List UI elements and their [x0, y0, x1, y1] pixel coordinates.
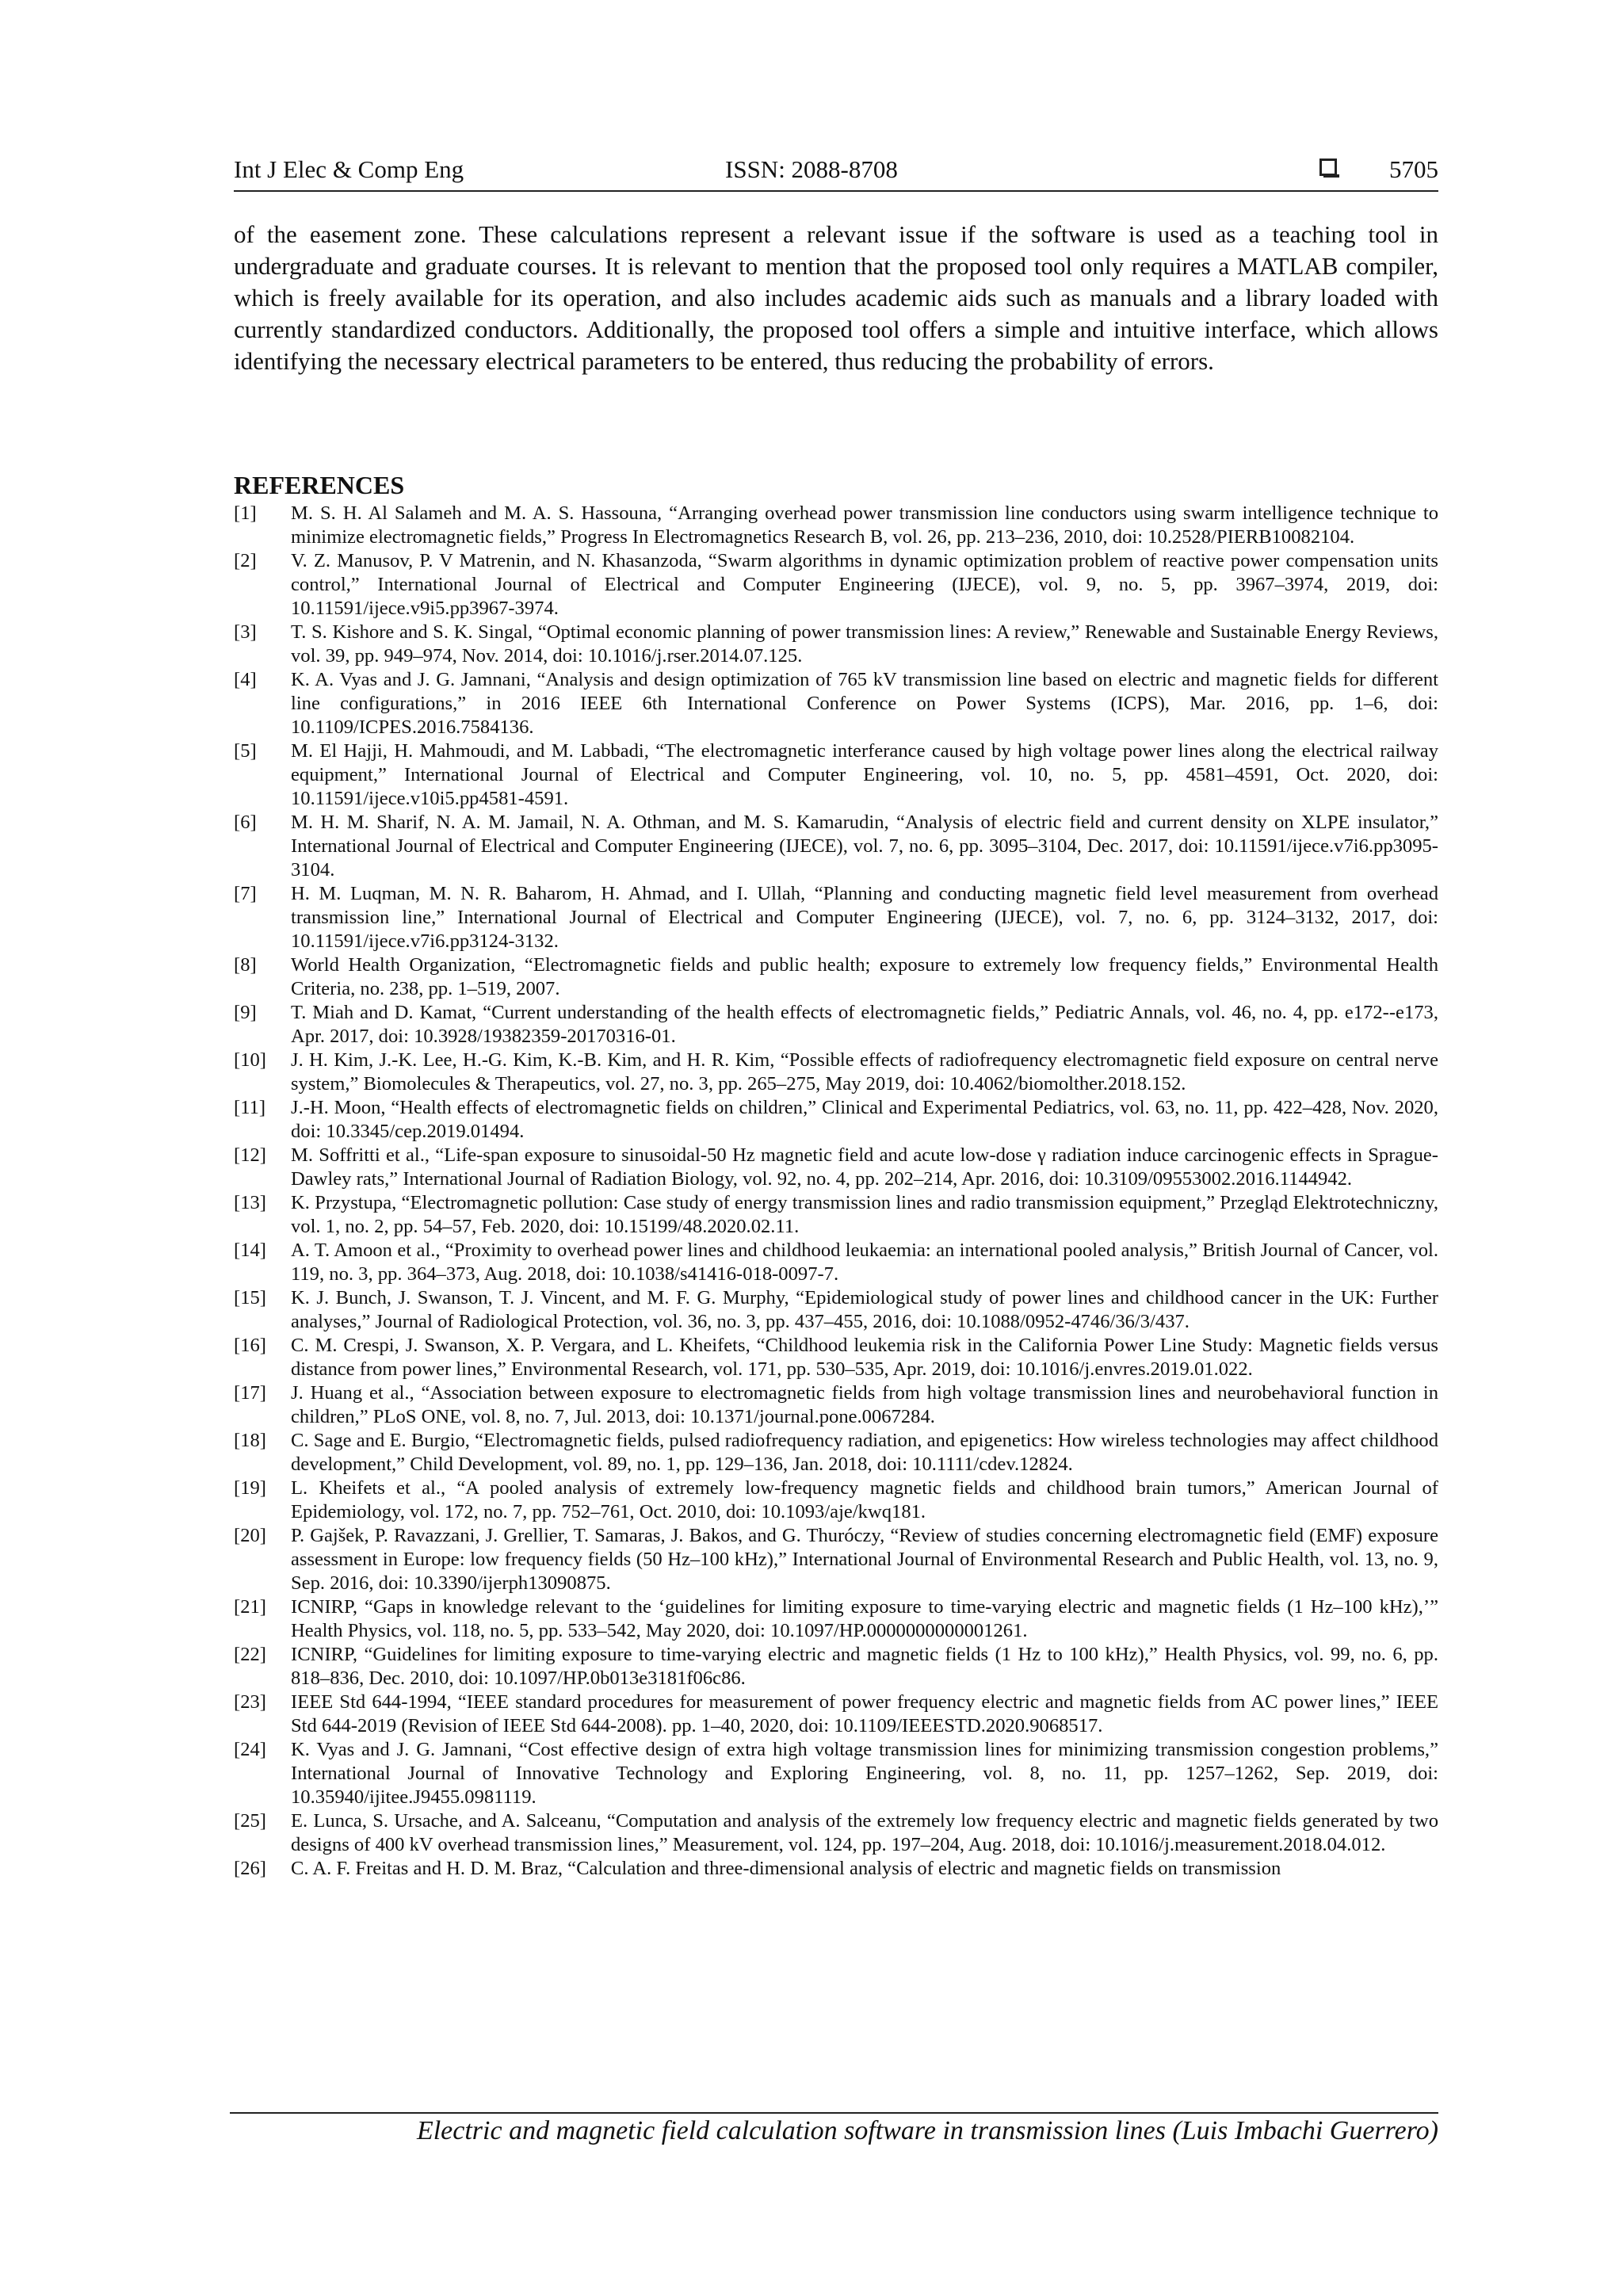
reference-text: P. Gajšek, P. Ravazzani, J. Grellier, T. Samaras, J. Bakos, and G. Thuróczy, “Review of studies concerning electromagnetic field (EMF) exposure assessment in Europe: low frequency fields (50 Hz–100 kHz),” International Journal of Environmental Research and Public Health, vol. 13, no. 9, Sep. 2016, doi: 10.3390/ijerph13090875. — [291, 1525, 1438, 1594]
reference-text: IEEE Std 644-1994, “IEEE standard procedures for measurement of power frequency electric and magnetic fields from AC power lines,” IEEE Std 644-2019 (Revision of IEEE Std 644-2008). pp. 1–40, 2020, doi: 10.1109/IEEESTD.2020.9068517. — [291, 1691, 1438, 1736]
reference-text: T. S. Kishore and S. K. Singal, “Optimal economic planning of power transmission lines: A review,” Renewable and Sustainable Energy Reviews, vol. 39, pp. 949–974, Nov. 2014, doi: 10.1016/j.rser.2014.07.125. — [291, 621, 1438, 667]
reference-text: World Health Organization, “Electromagnetic fields and public health; exposure to extremely low frequency fields,” Environmental Health Criteria, no. 238, pp. 1–519, 2007. — [291, 954, 1438, 999]
page-number: 5705 — [1389, 155, 1438, 183]
reference-text: T. Miah and D. Kamat, “Current understanding of the health effects of electromagnetic fields,” Pediatric Annals, vol. 46, no. 4, pp. e172--e173, Apr. 2017, doi: 10.3928/19382359-20170316-01. — [291, 1002, 1438, 1047]
reference-number: [18] — [234, 1430, 266, 1451]
reference-item — [234, 1191, 1438, 1239]
reference-item — [234, 811, 1438, 882]
reference-text: V. Z. Manusov, P. V Matrenin, and N. Khasanzoda, “Swarm algorithms in dynamic optimization problem of reactive power compensation units control,” International Journal of Electrical and Computer Engineering (IJECE), vol. 9, no. 5, pp. 3967–3974, 2019, doi: 10.11591/ijece.v9i5.pp3967-3974. — [291, 550, 1438, 619]
intro-paragraph: of the easement zone. These calculations represent a relevant issue if the software is used as a teaching tool in undergraduate and graduate courses. It is relevant to mention that the proposed tool only requires a MATLAB compiler, which is freely available for its operation, and also includes academic aids such as manuals and a library loaded with currently standardized conductors. Additionally, the proposed tool offers a simple and intuitive interface, which allows identifying the necessary electrical parameters to be entered, thus reducing the probability of errors. — [234, 220, 1438, 375]
reference-number: [19] — [234, 1477, 266, 1499]
reference-number: [24] — [234, 1739, 266, 1760]
reference-number: [6] — [234, 812, 257, 833]
reference-number: [21] — [234, 1596, 266, 1618]
reference-text: K. Przystupa, “Electromagnetic pollution: Case study of energy transmission lines and radio transmission equipment,” Przegląd Elektrotechniczny, vol. 1, no. 2, pp. 54–57, Feb. 2020, doi: 10.15199/48.2020.02.11. — [291, 1192, 1438, 1237]
reference-item — [234, 621, 1438, 668]
reference-text: L. Kheifets et al., “A pooled analysis of extremely low-frequency magnetic fields and childhood brain tumors,” American Journal of Epidemiology, vol. 172, no. 7, pp. 752–761, Oct. 2010, doi: 10.1093/aje/kwq181. — [291, 1477, 1438, 1522]
reference-item — [234, 953, 1438, 1001]
reference-text: ICNIRP, “Guidelines for limiting exposure to time-varying electric and magnetic fields (1 Hz to 100 kHz),” Health Physics, vol. 99, no. 6, pp. 818–836, Dec. 2010, doi: 10.1097/HP.0b013e3181f06c86. — [291, 1644, 1438, 1689]
reference-number: [11] — [234, 1097, 266, 1118]
reference-number: [15] — [234, 1287, 266, 1308]
reference-item — [234, 1477, 1438, 1524]
reference-number: [23] — [234, 1691, 266, 1713]
reference-text: E. Lunca, S. Ursache, and A. Salceanu, “Computation and analysis of the extremely low frequency electric and magnetic fields generated by two designs of 400 kV overhead transmission lines,” Measurement, vol. 124, pp. 197–204, Aug. 2018, doi: 10.1016/j.measurement.2018.04.012. — [291, 1810, 1438, 1855]
reference-number: [9] — [234, 1002, 257, 1023]
reference-item — [234, 1857, 1438, 1881]
reference-item — [234, 1381, 1438, 1429]
reference-text: M. El Hajji, H. Mahmoudi, and M. Labbadi, “The electromagnetic interferance caused by high voltage power lines along the electrical railway equipment,” International Journal of Electrical and Computer Engineering, vol. 10, no. 5, pp. 4581–4591, Oct. 2020, doi: 10.11591/ijece.v10i5.pp4581-4591. — [291, 740, 1438, 809]
reference-item — [234, 739, 1438, 811]
reference-text: M. H. M. Sharif, N. A. M. Jamail, N. A. Othman, and M. S. Kamarudin, “Analysis of electric field and current density on XLPE insulator,” International Journal of Electrical and Computer Engineering (IJECE), vol. 7, no. 6, pp. 3095–3104, Dec. 2017, doi: 10.11591/ijece.v7i6.pp3095-3104. — [291, 812, 1438, 881]
reference-item — [234, 1809, 1438, 1857]
reference-item — [234, 1429, 1438, 1477]
journal-name: Int J Elec & Comp Eng — [234, 155, 464, 183]
issn: ISSN: 2088-8708 — [725, 155, 898, 183]
reference-number: [12] — [234, 1144, 266, 1166]
reference-item — [234, 1239, 1438, 1286]
reference-item — [234, 1001, 1438, 1049]
reference-text: C. A. F. Freitas and H. D. M. Braz, “Calculation and three-dimensional analysis of electric and magnetic fields on transmission — [291, 1858, 1281, 1879]
reference-item — [234, 1334, 1438, 1381]
reference-number: [20] — [234, 1525, 266, 1546]
reference-item — [234, 1595, 1438, 1643]
reference-item — [234, 1144, 1438, 1191]
reference-number: [22] — [234, 1644, 266, 1665]
reference-number: [4] — [234, 669, 257, 690]
reference-text: J. Huang et al., “Association between exposure to electromagnetic fields from high voltage transmission lines and neurobehavioral function in children,” PLoS ONE, vol. 8, no. 7, Jul. 2013, doi: 10.1371/journal.pone.0067284. — [291, 1382, 1438, 1427]
reference-item — [234, 1690, 1438, 1738]
reference-text: C. Sage and E. Burgio, “Electromagnetic fields, pulsed radiofrequency radiation, and epigenetics: How wireless technologies may affect childhood development,” Child Development, vol. 89, no. 1, pp. 129–136, Jan. 2018, doi: 10.1111/cdev.12824. — [291, 1430, 1438, 1475]
reference-number: [13] — [234, 1192, 266, 1213]
checkbox-square-icon — [1319, 159, 1337, 176]
references-heading: REFERENCES — [234, 471, 405, 499]
references-list — [234, 502, 1438, 1881]
reference-item — [234, 502, 1438, 549]
reference-number: [3] — [234, 621, 257, 643]
footer-text: Electric and magnetic field calculation software in transmission lines (Luis Imbachi Guerrero) — [416, 2116, 1438, 2145]
reference-number: [17] — [234, 1382, 266, 1404]
reference-item — [234, 1643, 1438, 1690]
reference-text: K. A. Vyas and J. G. Jamnani, “Analysis and design optimization of 765 kV transmission line based on electric and magnetic fields for different line configurations,” in 2016 IEEE 6th International Conference on Power Systems (ICPS), Mar. 2016, pp. 1–6, doi: 10.1109/ICPES.2016.7584136. — [291, 669, 1438, 738]
reference-text: K. J. Bunch, J. Swanson, T. J. Vincent, and M. F. G. Murphy, “Epidemiological study of power lines and childhood cancer in the UK: Further analyses,” Journal of Radiological Protection, vol. 36, no. 3, pp. 437–455, 2016, doi: 10.1088/0952-4746/36/3/437. — [291, 1287, 1438, 1332]
reference-number: [1] — [234, 502, 257, 524]
reference-text: K. Vyas and J. G. Jamnani, “Cost effective design of extra high voltage transmission lines for minimizing transmission congestion problems,” International Journal of Innovative Technology and Exploring Engineering, vol. 8, no. 11, pp. 1257–1262, Sep. 2019, doi: 10.35940/ijitee.J9455.0981119. — [291, 1739, 1438, 1808]
reference-number: [5] — [234, 740, 257, 762]
reference-text: J.-H. Moon, “Health effects of electromagnetic fields on children,” Clinical and Experimental Pediatrics, vol. 63, no. 11, pp. 422–428, Nov. 2020, doi: 10.3345/cep.2019.01494. — [291, 1097, 1438, 1142]
reference-text: C. M. Crespi, J. Swanson, X. P. Vergara, and L. Kheifets, “Childhood leukemia risk in the California Power Line Study: Magnetic fields versus distance from power lines,” Environmental Research, vol. 171, pp. 530–535, Apr. 2019, doi: 10.1016/j.envres.2019.01.022. — [291, 1335, 1438, 1380]
reference-number: [14] — [234, 1240, 266, 1261]
reference-text: ICNIRP, “Gaps in knowledge relevant to the ‘guidelines for limiting exposure to time-varying electric and magnetic fields (1 Hz–100 kHz),’” Health Physics, vol. 118, no. 5, pp. 533–542, May 2020, doi: 10.1097/HP.0000000000001261. — [291, 1596, 1438, 1641]
reference-item — [234, 1738, 1438, 1809]
reference-item — [234, 1049, 1438, 1096]
reference-text: M. Soffritti et al., “Life-span exposure to sinusoidal-50 Hz magnetic field and acute low-dose γ radiation induce carcinogenic effects in Sprague-Dawley rats,” International Journal of Radiation Biology, vol. 92, no. 4, pp. 202–214, Apr. 2016, doi: 10.3109/09553002.2016.1144942. — [291, 1144, 1438, 1190]
reference-number: [25] — [234, 1810, 266, 1832]
reference-number: [26] — [234, 1858, 266, 1879]
reference-number: [2] — [234, 550, 257, 571]
reference-item — [234, 882, 1438, 953]
reference-item — [234, 549, 1438, 621]
reference-number: [8] — [234, 954, 257, 976]
reference-text: H. M. Luqman, M. N. R. Baharom, H. Ahmad, and I. Ullah, “Planning and conducting magnetic field level measurement from overhead transmission line,” International Journal of Electrical and Computer Engineering (IJECE), vol. 7, no. 6, pp. 3124–3132, 2017, doi: 10.11591/ijece.v7i6.pp3124-3132. — [291, 883, 1438, 952]
reference-text: M. S. H. Al Salameh and M. A. S. Hassouna, “Arranging overhead power transmission line conductors using swarm intelligence technique to minimize electromagnetic fields,” Progress In Electromagnetics Research B, vol. 26, pp. 213–236, 2010, doi: 10.2528/PIERB10082104. — [291, 502, 1438, 548]
reference-item — [234, 1524, 1438, 1595]
reference-number: [16] — [234, 1335, 266, 1356]
reference-item — [234, 1286, 1438, 1334]
reference-number: [10] — [234, 1049, 266, 1071]
reference-text: J. H. Kim, J.-K. Lee, H.-G. Kim, K.-B. Kim, and H. R. Kim, “Possible effects of radiofrequency electromagnetic field exposure on central nerve system,” Biomolecules & Therapeutics, vol. 27, no. 3, pp. 265–275, May 2019, doi: 10.4062/biomolther.2018.152. — [291, 1049, 1438, 1095]
page-header — [234, 155, 1438, 192]
reference-item — [234, 1096, 1438, 1144]
reference-text: A. T. Amoon et al., “Proximity to overhead power lines and childhood leukaemia: an international pooled analysis,” British Journal of Cancer, vol. 119, no. 3, pp. 364–373, Aug. 2018, doi: 10.1038/s41416-018-0097-7. — [291, 1240, 1438, 1285]
reference-number: [7] — [234, 883, 257, 904]
footer-rule — [230, 2112, 1438, 2114]
reference-item — [234, 668, 1438, 739]
